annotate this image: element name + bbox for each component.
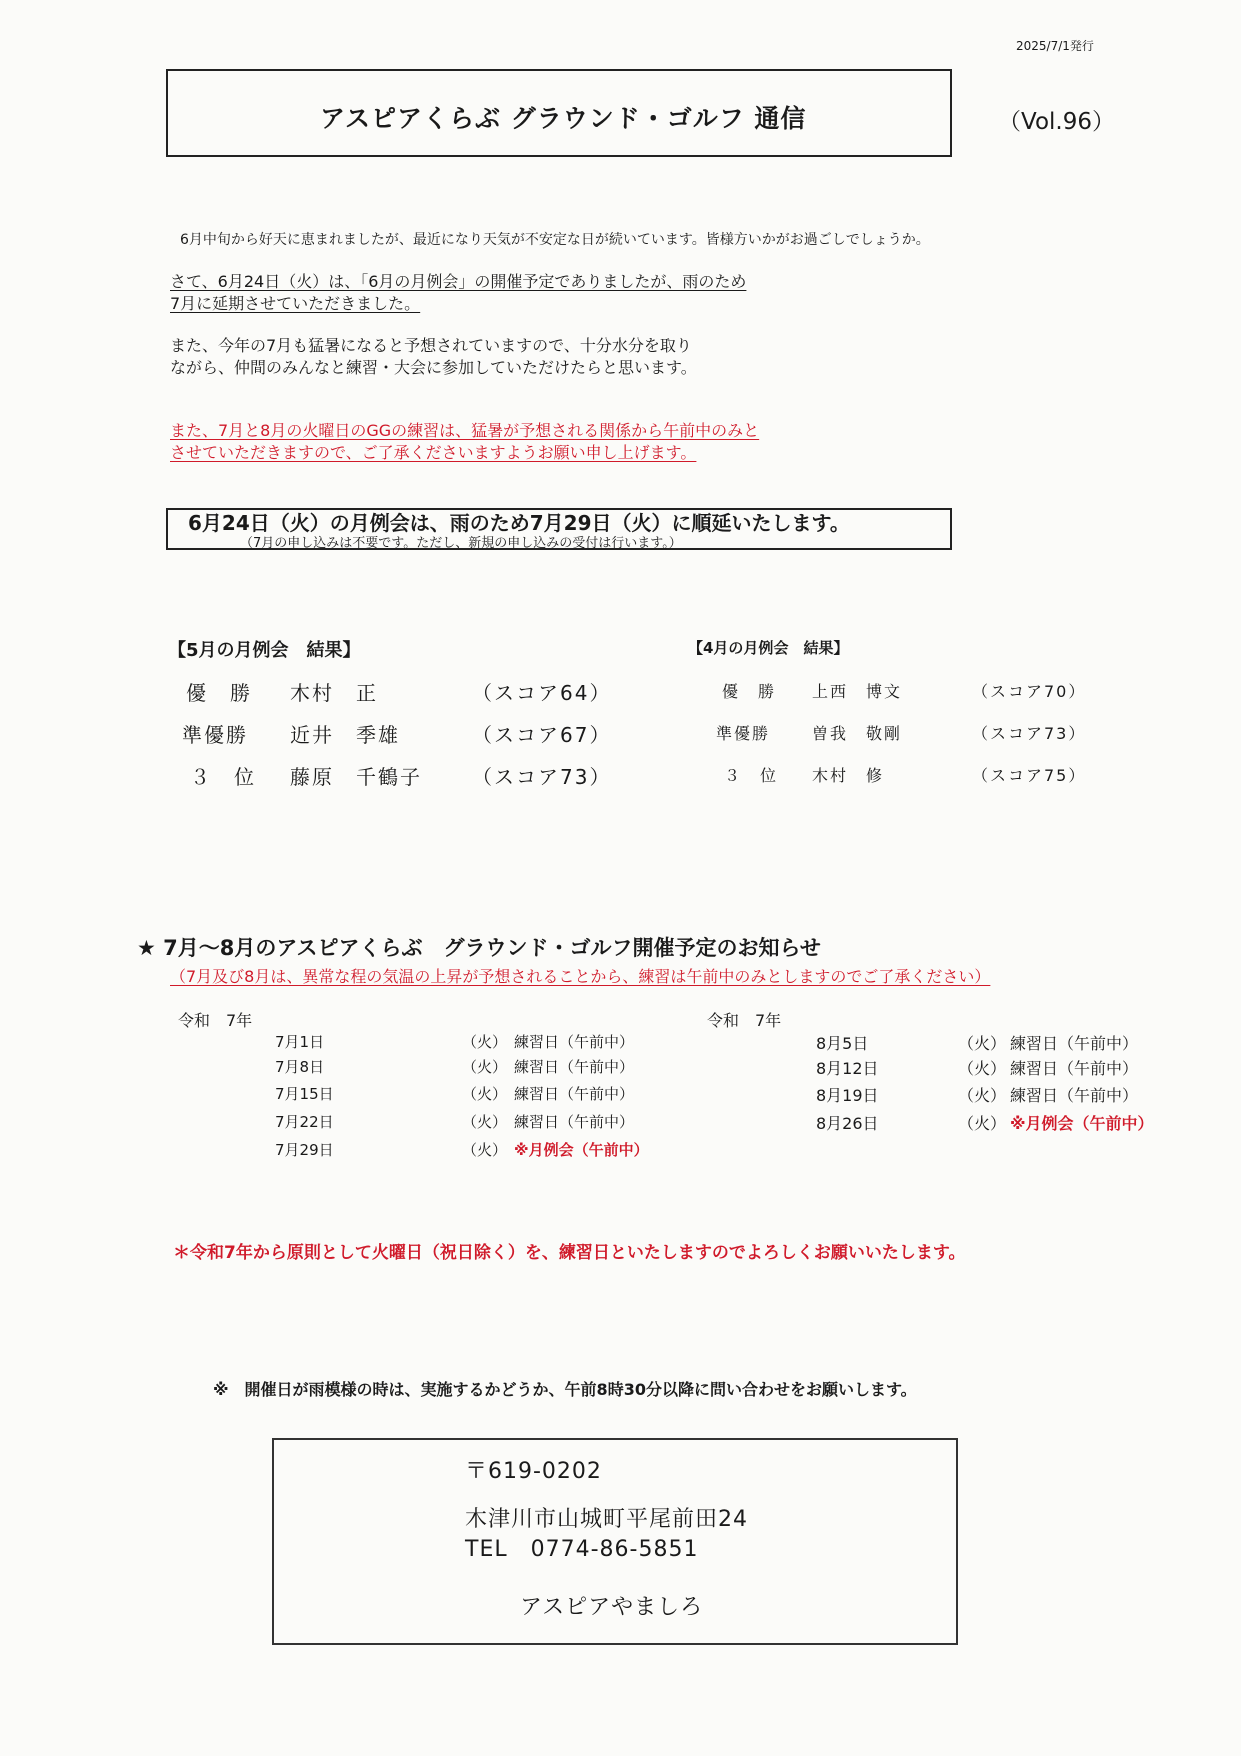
august-date-4: 8月26日 xyxy=(816,1114,879,1133)
newsletter-title: アスピアくらぶ グラウンド・ゴルフ 通信 xyxy=(320,104,807,133)
april-score-1: （スコア70） xyxy=(972,682,1087,701)
volume-number: （Vol.96） xyxy=(998,109,1115,135)
july-era-label: 令和 7年 xyxy=(178,1011,253,1030)
schedule-title-text: 7月～8月のアスピアくらぶ グラウンド・ゴルフ開催予定のお知らせ xyxy=(163,936,821,960)
april-results-heading: 【4月の月例会 結果】 xyxy=(688,639,849,657)
august-era-label: 令和 7年 xyxy=(707,1011,782,1030)
august-dow-2: （火） xyxy=(958,1059,1007,1078)
may-name-1: 木村 正 xyxy=(290,681,378,705)
july-date-4: 7月22日 xyxy=(275,1113,334,1131)
august-dow-4: （火） xyxy=(958,1114,1007,1133)
may-results-heading: 【5月の月例会 結果】 xyxy=(168,640,361,661)
august-event-4: ※月例会（午前中） xyxy=(1010,1114,1154,1133)
july-date-2: 7月8日 xyxy=(275,1058,325,1076)
april-score-2: （スコア73） xyxy=(972,724,1087,743)
july-dow-4: （火） xyxy=(462,1113,508,1131)
april-rank-1: 優 勝 xyxy=(722,682,777,701)
may-rank-3: ３ 位 xyxy=(190,765,256,789)
rain-contact-note: ※ 開催日が雨模様の時は、実施するかどうか、午前8時30分以降に問い合わせをお願いします。 xyxy=(213,1380,917,1399)
august-event-2: 練習日（午前中） xyxy=(1010,1059,1139,1078)
july-date-1: 7月1日 xyxy=(275,1033,325,1051)
july-date-5: 7月29日 xyxy=(275,1141,334,1159)
practice-day-rule-note: ＊令和7年から原則として火曜日（祝日除く）を、練習日といたしますのでよろしくお願いいたします。 xyxy=(173,1243,966,1263)
may-rank-2: 準優勝 xyxy=(182,723,248,747)
postponement-notice-line1: さて、6月24日（火）は、「6月の月例会」の開催予定でありましたが、雨のため xyxy=(170,272,747,291)
july-dow-5: （火） xyxy=(462,1141,508,1159)
july-dow-3: （火） xyxy=(462,1085,508,1103)
may-score-3: （スコア73） xyxy=(472,765,612,789)
morning-practice-notice-line1: また、7月と8月の火曜日のGGの練習は、猛暑が予想される関係から午前中のみと xyxy=(170,421,760,440)
july-event-5: ※月例会（午前中） xyxy=(514,1141,649,1159)
july-date-3: 7月15日 xyxy=(275,1085,334,1103)
heat-advice-line1: また、今年の7月も猛暑になると予想されていますので、十分水分を取り xyxy=(170,336,692,355)
april-score-3: （スコア75） xyxy=(972,766,1087,785)
may-rank-1: 優 勝 xyxy=(186,681,252,705)
july-event-2: 練習日（午前中） xyxy=(514,1058,635,1076)
may-score-2: （スコア67） xyxy=(472,723,612,747)
august-dow-1: （火） xyxy=(958,1034,1007,1053)
july-event-4: 練習日（午前中） xyxy=(514,1113,635,1131)
july-dow-1: （火） xyxy=(462,1033,508,1051)
april-name-2: 曽我 敬剛 xyxy=(812,724,903,743)
april-rank-3: ３ 位 xyxy=(724,766,779,785)
april-name-1: 上西 博文 xyxy=(812,682,903,701)
august-date-1: 8月5日 xyxy=(816,1034,869,1053)
august-date-2: 8月12日 xyxy=(816,1059,879,1078)
address: 木津川市山城町平尾前田24 xyxy=(465,1507,748,1532)
july-dow-2: （火） xyxy=(462,1058,508,1076)
schedule-title xyxy=(137,932,821,962)
morning-practice-notice-line2: させていただきますので、ご了承くださいますようお願い申し上げます。 xyxy=(170,443,697,462)
april-name-3: 木村 修 xyxy=(812,766,885,785)
august-date-3: 8月19日 xyxy=(816,1086,879,1105)
star-icon: ★ xyxy=(137,936,156,960)
postal-code: 〒619-0202 xyxy=(465,1459,602,1484)
april-rank-2: 準優勝 xyxy=(716,724,771,743)
may-score-1: （スコア64） xyxy=(472,681,612,705)
july-event-1: 練習日（午前中） xyxy=(514,1033,635,1051)
may-name-2: 近井 季雄 xyxy=(290,723,400,747)
telephone: TEL 0774-86-5851 xyxy=(465,1537,699,1562)
postponement-main-text: 6月24日（火）の月例会は、雨のため7月29日（火）に順延いたします。 xyxy=(188,511,850,535)
july-event-3: 練習日（午前中） xyxy=(514,1085,635,1103)
issue-date: 2025/7/1発行 xyxy=(1016,39,1094,53)
postponement-sub-text: （7月の申し込みは不要です。ただし、新規の申し込みの受付は行います。） xyxy=(240,536,682,551)
heat-advice-line2: ながら、仲間のみんなと練習・大会に参加していただけたらと思います。 xyxy=(170,358,697,377)
august-event-1: 練習日（午前中） xyxy=(1010,1034,1139,1053)
postponement-notice-line2: 7月に延期させていただきました。 xyxy=(170,294,421,313)
may-name-3: 藤原 千鶴子 xyxy=(290,765,422,789)
schedule-note: （7月及び8月は、異常な程の気温の上昇が予想されることから、練習は午前中のみとしますのでご了承ください） xyxy=(170,967,991,986)
organization-name: アスピアやましろ xyxy=(520,1595,704,1620)
august-dow-3: （火） xyxy=(958,1086,1007,1105)
august-event-3: 練習日（午前中） xyxy=(1010,1086,1139,1105)
intro-paragraph: 6月中旬から好天に恵まれましたが、最近になり天気が不安定な日が続いています。皆様方いかがお過ごしでしょうか。 xyxy=(180,232,930,248)
